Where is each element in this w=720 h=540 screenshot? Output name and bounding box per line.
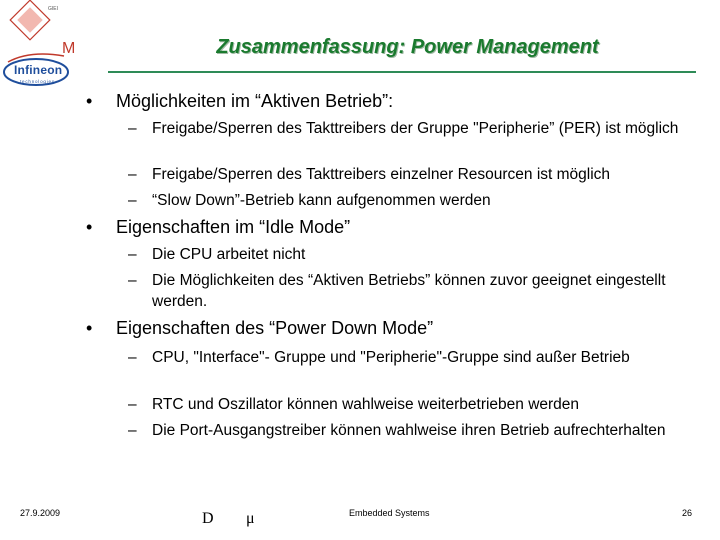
dash-marker: –: [128, 246, 137, 263]
sub-bullet-text: CPU, "Interface"- Gruppe und "Peripherie"-Gruppe sind außer Betrieb: [152, 349, 630, 366]
logo-sub: technologies: [20, 79, 55, 84]
footer-date: 27.9.2009: [20, 508, 61, 518]
logo-letter: M: [62, 40, 76, 57]
sub-bullet-text: RTC und Oszillator können wahlweise weiterbetrieben werden: [152, 396, 580, 413]
bullet-text: Eigenschaften des “Power Down Mode”: [116, 318, 434, 338]
sub-bullet-text: Die Port-Ausgangstreiber können wahlweise ihren Betrieb aufrechterhalten: [152, 422, 666, 439]
sub-bullet-text: “Slow Down”-Betrieb kann aufgenommen werden: [152, 192, 491, 209]
sub-bullet-text: Die Möglichkeiten des “Aktiven Betriebs” können zuvor geeignet eingestellt werden.: [152, 272, 666, 310]
bullet-marker: •: [86, 91, 93, 111]
sub-bullet-text: Die CPU arbeitet nicht: [152, 246, 306, 263]
bullet-marker: •: [86, 217, 93, 237]
dash-marker: –: [128, 272, 137, 289]
bullet-marker: •: [86, 318, 93, 338]
dash-marker: –: [128, 349, 137, 366]
logo-small-text: GIEI: [48, 6, 59, 12]
sub-bullet-text: Freigabe/Sperren des Takttreibers der Gruppe "Peripherie” (PER) ist möglich: [152, 120, 679, 137]
page-number: 26: [682, 508, 693, 518]
footer-symbol-d: D: [202, 510, 214, 527]
dash-marker: –: [128, 396, 137, 413]
dash-marker: –: [128, 192, 137, 209]
dash-marker: –: [128, 422, 137, 439]
footer-course-name: Embedded Systems: [349, 508, 430, 518]
dash-marker: –: [128, 120, 137, 137]
sub-bullet-text: Freigabe/Sperren des Takttreibers einzelner Resourcen ist möglich: [152, 166, 611, 183]
bullet-text: Eigenschaften im “Idle Mode”: [116, 217, 351, 237]
bullet-text: Möglichkeiten im “Aktiven Betrieb”:: [116, 91, 394, 111]
logo-brand: Infineon: [14, 63, 63, 77]
slide-title: Zusammenfassung: Power Management: [216, 36, 599, 58]
dash-marker: –: [128, 166, 137, 183]
footer-symbol-mu: μ: [246, 510, 255, 527]
